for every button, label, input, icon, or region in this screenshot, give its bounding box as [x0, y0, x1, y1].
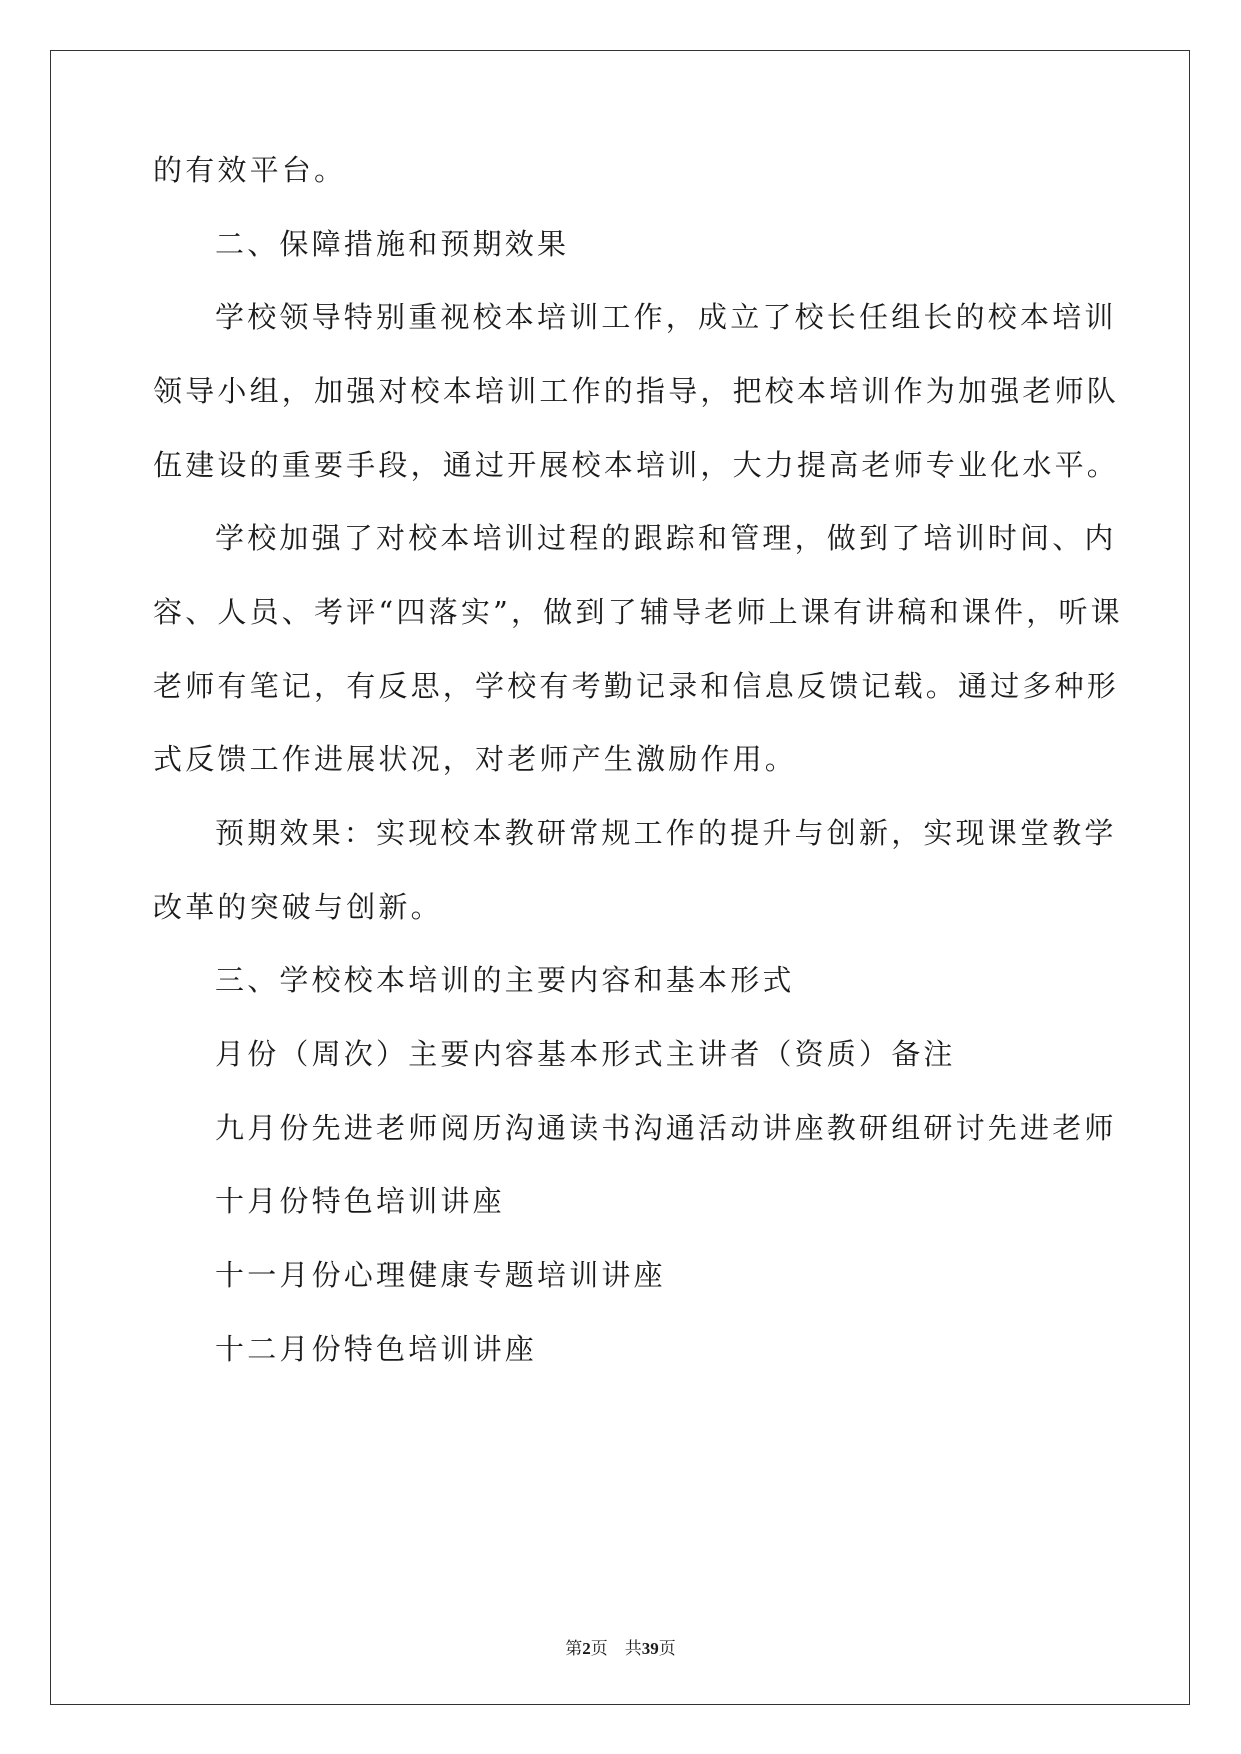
current-page-number: 2	[582, 1639, 591, 1658]
text-line: 容、人员、考评“四落实”，做到了辅导老师上课有讲稿和课件，听课	[153, 595, 1123, 629]
text-line: 预期效果：实现校本教研常规工作的提升与创新，实现课堂教学	[215, 816, 1117, 850]
table-header-line: 月份（周次）主要内容基本形式主讲者（资质）备注	[215, 1037, 956, 1071]
text-line: 伍建设的重要手段，通过开展校本培训，大力提高老师专业化水平。	[153, 448, 1120, 482]
text-line: 式反馈工作进展状况，对老师产生激励作用。	[153, 742, 798, 776]
text-line: 学校领导特别重视校本培训工作，成立了校长任组长的校本培训	[215, 300, 1117, 334]
text-line: 领导小组，加强对校本培训工作的指导，把校本培训作为加强老师队	[153, 374, 1120, 408]
footer-total-unit: 页	[658, 1639, 676, 1658]
text-line: 老师有笔记，有反思，学校有考勤记录和信息反馈记载。通过多种形	[153, 669, 1120, 703]
section-heading: 二、保障措施和预期效果	[215, 227, 570, 261]
total-pages-number: 39	[641, 1639, 659, 1658]
text-line: 学校加强了对校本培训过程的跟踪和管理，做到了培训时间、内	[215, 521, 1117, 555]
schedule-line: 九月份先进老师阅历沟通读书沟通活动讲座教研组研讨先进老师	[215, 1111, 1117, 1145]
section-heading: 三、学校校本培训的主要内容和基本形式	[215, 963, 795, 997]
schedule-line: 十二月份特色培训讲座	[215, 1332, 538, 1366]
schedule-line: 十月份特色培训讲座	[215, 1184, 505, 1218]
footer-prefix: 第	[565, 1639, 583, 1658]
text-line: 改革的突破与创新。	[153, 890, 443, 924]
footer-page-unit: 页	[590, 1639, 608, 1658]
schedule-line: 十一月份心理健康专题培训讲座	[215, 1258, 666, 1292]
text-line: 的有效平台。	[153, 153, 347, 187]
footer-total-prefix: 共	[624, 1639, 642, 1658]
page-footer	[0, 1634, 1241, 1659]
